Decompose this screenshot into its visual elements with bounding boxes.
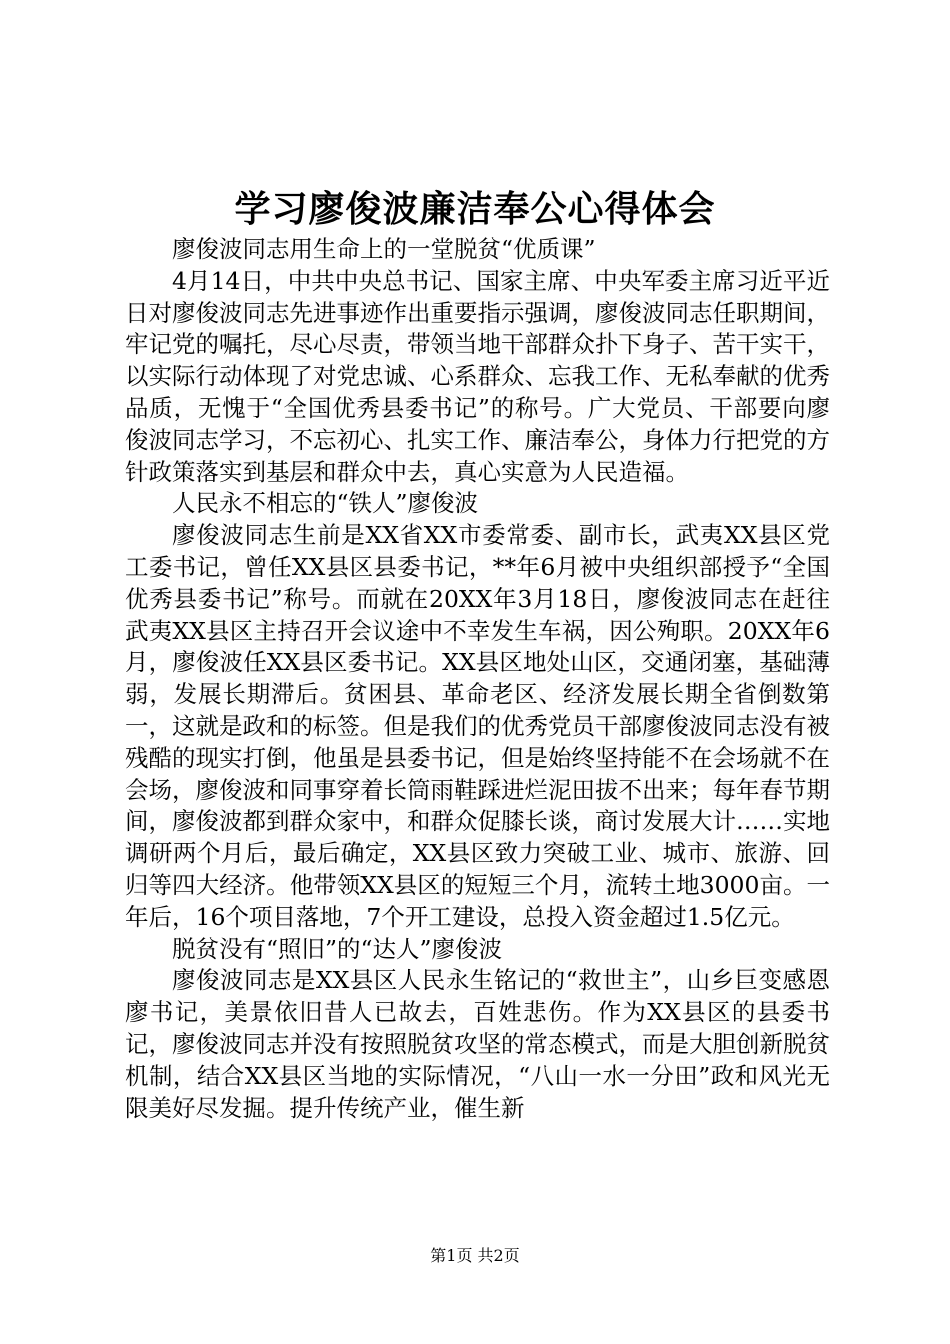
body-paragraph: 廖俊波同志是XX县区人民永生铭记的“救世主”，山乡巨变感恩廖书记，美景依旧昔人已故去，百姓悲伤。作为XX县区的县委书记，廖俊波同志并没有按照脱贫攻坚的常态模式，而是大胆创新脱贫机制，结合XX县区当地的实际情况，“八山一水一分田”政和风光无限美好尽发掘。提升传统产业，催生新: [125, 966, 830, 1122]
section-heading: 廖俊波同志用生命上的一堂脱贫“优质课”: [172, 235, 596, 263]
page-footer: [0, 1244, 950, 1268]
document-body: [125, 234, 830, 1124]
section-heading: 人民永不相忘的“铁人”廖俊波: [172, 489, 479, 518]
body-paragraph: 4月14日，中共中央总书记、国家主席、中央军委主席习近平近日对廖俊波同志先进事迹作出重要指示强调，廖俊波同志任职期间，牢记党的嘱托，尽心尽责，带领当地干部群众扑下身子、苦干实干，以实际行动体现了对党忠诚、心系群众、忘我工作、无私奉献的优秀品质，无愧于“全国优秀县委书记”的称号。广大党员、干部要向廖俊波同志学习，不忘初心、扎实工作、廉洁奉公，身体力行把党的方针政策落实到基层和群众中去，真心实意为人民造福。: [125, 266, 830, 486]
page-number: 第1页 共2页: [430, 1246, 520, 1265]
body-paragraph: 廖俊波同志生前是XX省XX市委常委、副市长，武夷XX县区党工委书记，曾任XX县区县委书记，**年6月被中央组织部授予“全国优秀县委书记”称号。而就在20XX年3月18日，廖俊波同志在赶往武夷XX县区主持召开会议途中不幸发生车祸，因公殉职。20XX年6月，廖俊波任XX县区委书记。XX县区地处山区，交通闭塞，基础薄弱，发展长期滞后。贫困县、革命老区、经济发展长期全省倒数第一，这就是政和的标签。但是我们的优秀党员干部廖俊波同志没有被残酷的现实打倒，他虽是县委书记，但是始终坚持能不在会场就不在会场，廖俊波和同事穿着长筒雨鞋踩进烂泥田拔不出来；每年春节期间，廖俊波都到群众家中，和群众促膝长谈，商讨发展大计……实地调研两个月后，最后确定，XX县区致力突破工业、城市、旅游、回归等四大经济。他带领XX县区的短短三个月，流转土地3000亩。一年后，16个项目落地，7个开工建设，总投入资金超过1.5亿元。: [125, 521, 830, 931]
section-heading: 脱贫没有“照旧”的“达人”廖俊波: [172, 934, 503, 963]
document-title: 学习廖俊波廉洁奉公心得体会: [234, 188, 716, 230]
